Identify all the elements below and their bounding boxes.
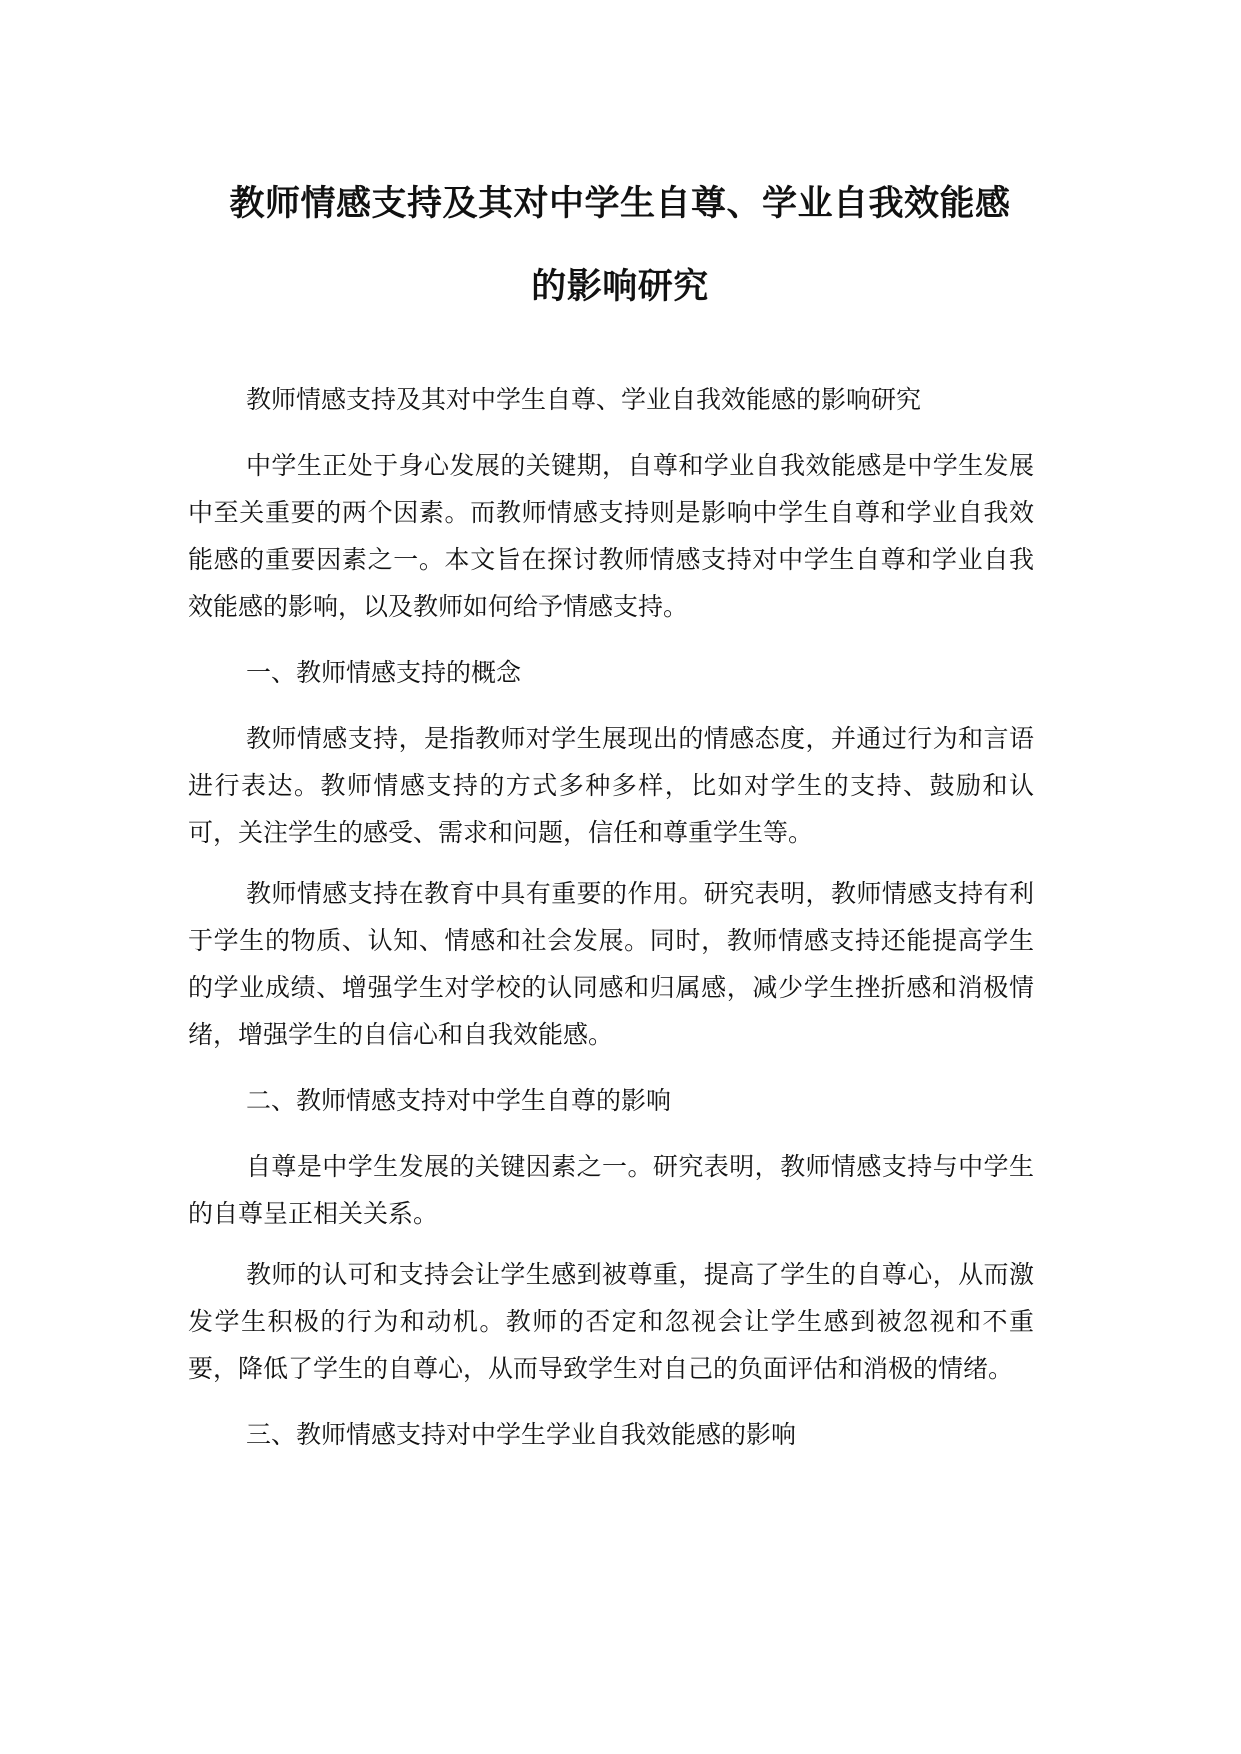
paragraph-introduction: 中学生正处于身心发展的关键期，自尊和学业自我效能感是中学生发展中至关重要的两个因素。而教师情感支持则是影响中学生自尊和学业自我效能感的重要因素之一。本文旨在探讨教师情感支持对中学生自尊和学业自我效能感的影响，以及教师如何给予情感支持。 [188,451,1034,621]
document-title-line-2: 的影响研究 [531,267,709,307]
paragraph-repeated-title: 教师情感支持及其对中学生自尊、学业自我效能感的影响研究 [246,385,922,414]
section-heading-3: 三、教师情感支持对中学生学业自我效能感的影响 [246,1420,797,1449]
section-heading-2: 二、教师情感支持对中学生自尊的影响 [246,1086,672,1115]
paragraph-self-esteem-effects: 教师的认可和支持会让学生感到被尊重，提高了学生的自尊心，从而激发学生积极的行为和动机。教师的否定和忽视会让学生感到被忽视和不重要，降低了学生的自尊心，从而导致学生对自己的负面评估和消极的情绪。 [188,1260,1034,1383]
paragraph-self-esteem-intro: 自尊是中学生发展的关键因素之一。研究表明，教师情感支持与中学生的自尊呈正相关关系。 [188,1152,1034,1228]
paragraph-concept-definition: 教师情感支持，是指教师对学生展现出的情感态度，并通过行为和言语进行表达。教师情感支持的方式多种多样，比如对学生的支持、鼓励和认可，关注学生的感受、需求和问题，信任和尊重学生等。 [188,724,1034,847]
document-title-line-1: 教师情感支持及其对中学生自尊、学业自我效能感 [229,184,1011,224]
section-heading-1: 一、教师情感支持的概念 [246,658,522,687]
paragraph-concept-importance: 教师情感支持在教育中具有重要的作用。研究表明，教师情感支持有利于学生的物质、认知、情感和社会发展。同时，教师情感支持还能提高学生的学业成绩、增强学生对学校的认同感和归属感，减少学生挫折感和消极情绪，增强学生的自信心和自我效能感。 [188,879,1034,1049]
document-body [188,376,1034,1458]
